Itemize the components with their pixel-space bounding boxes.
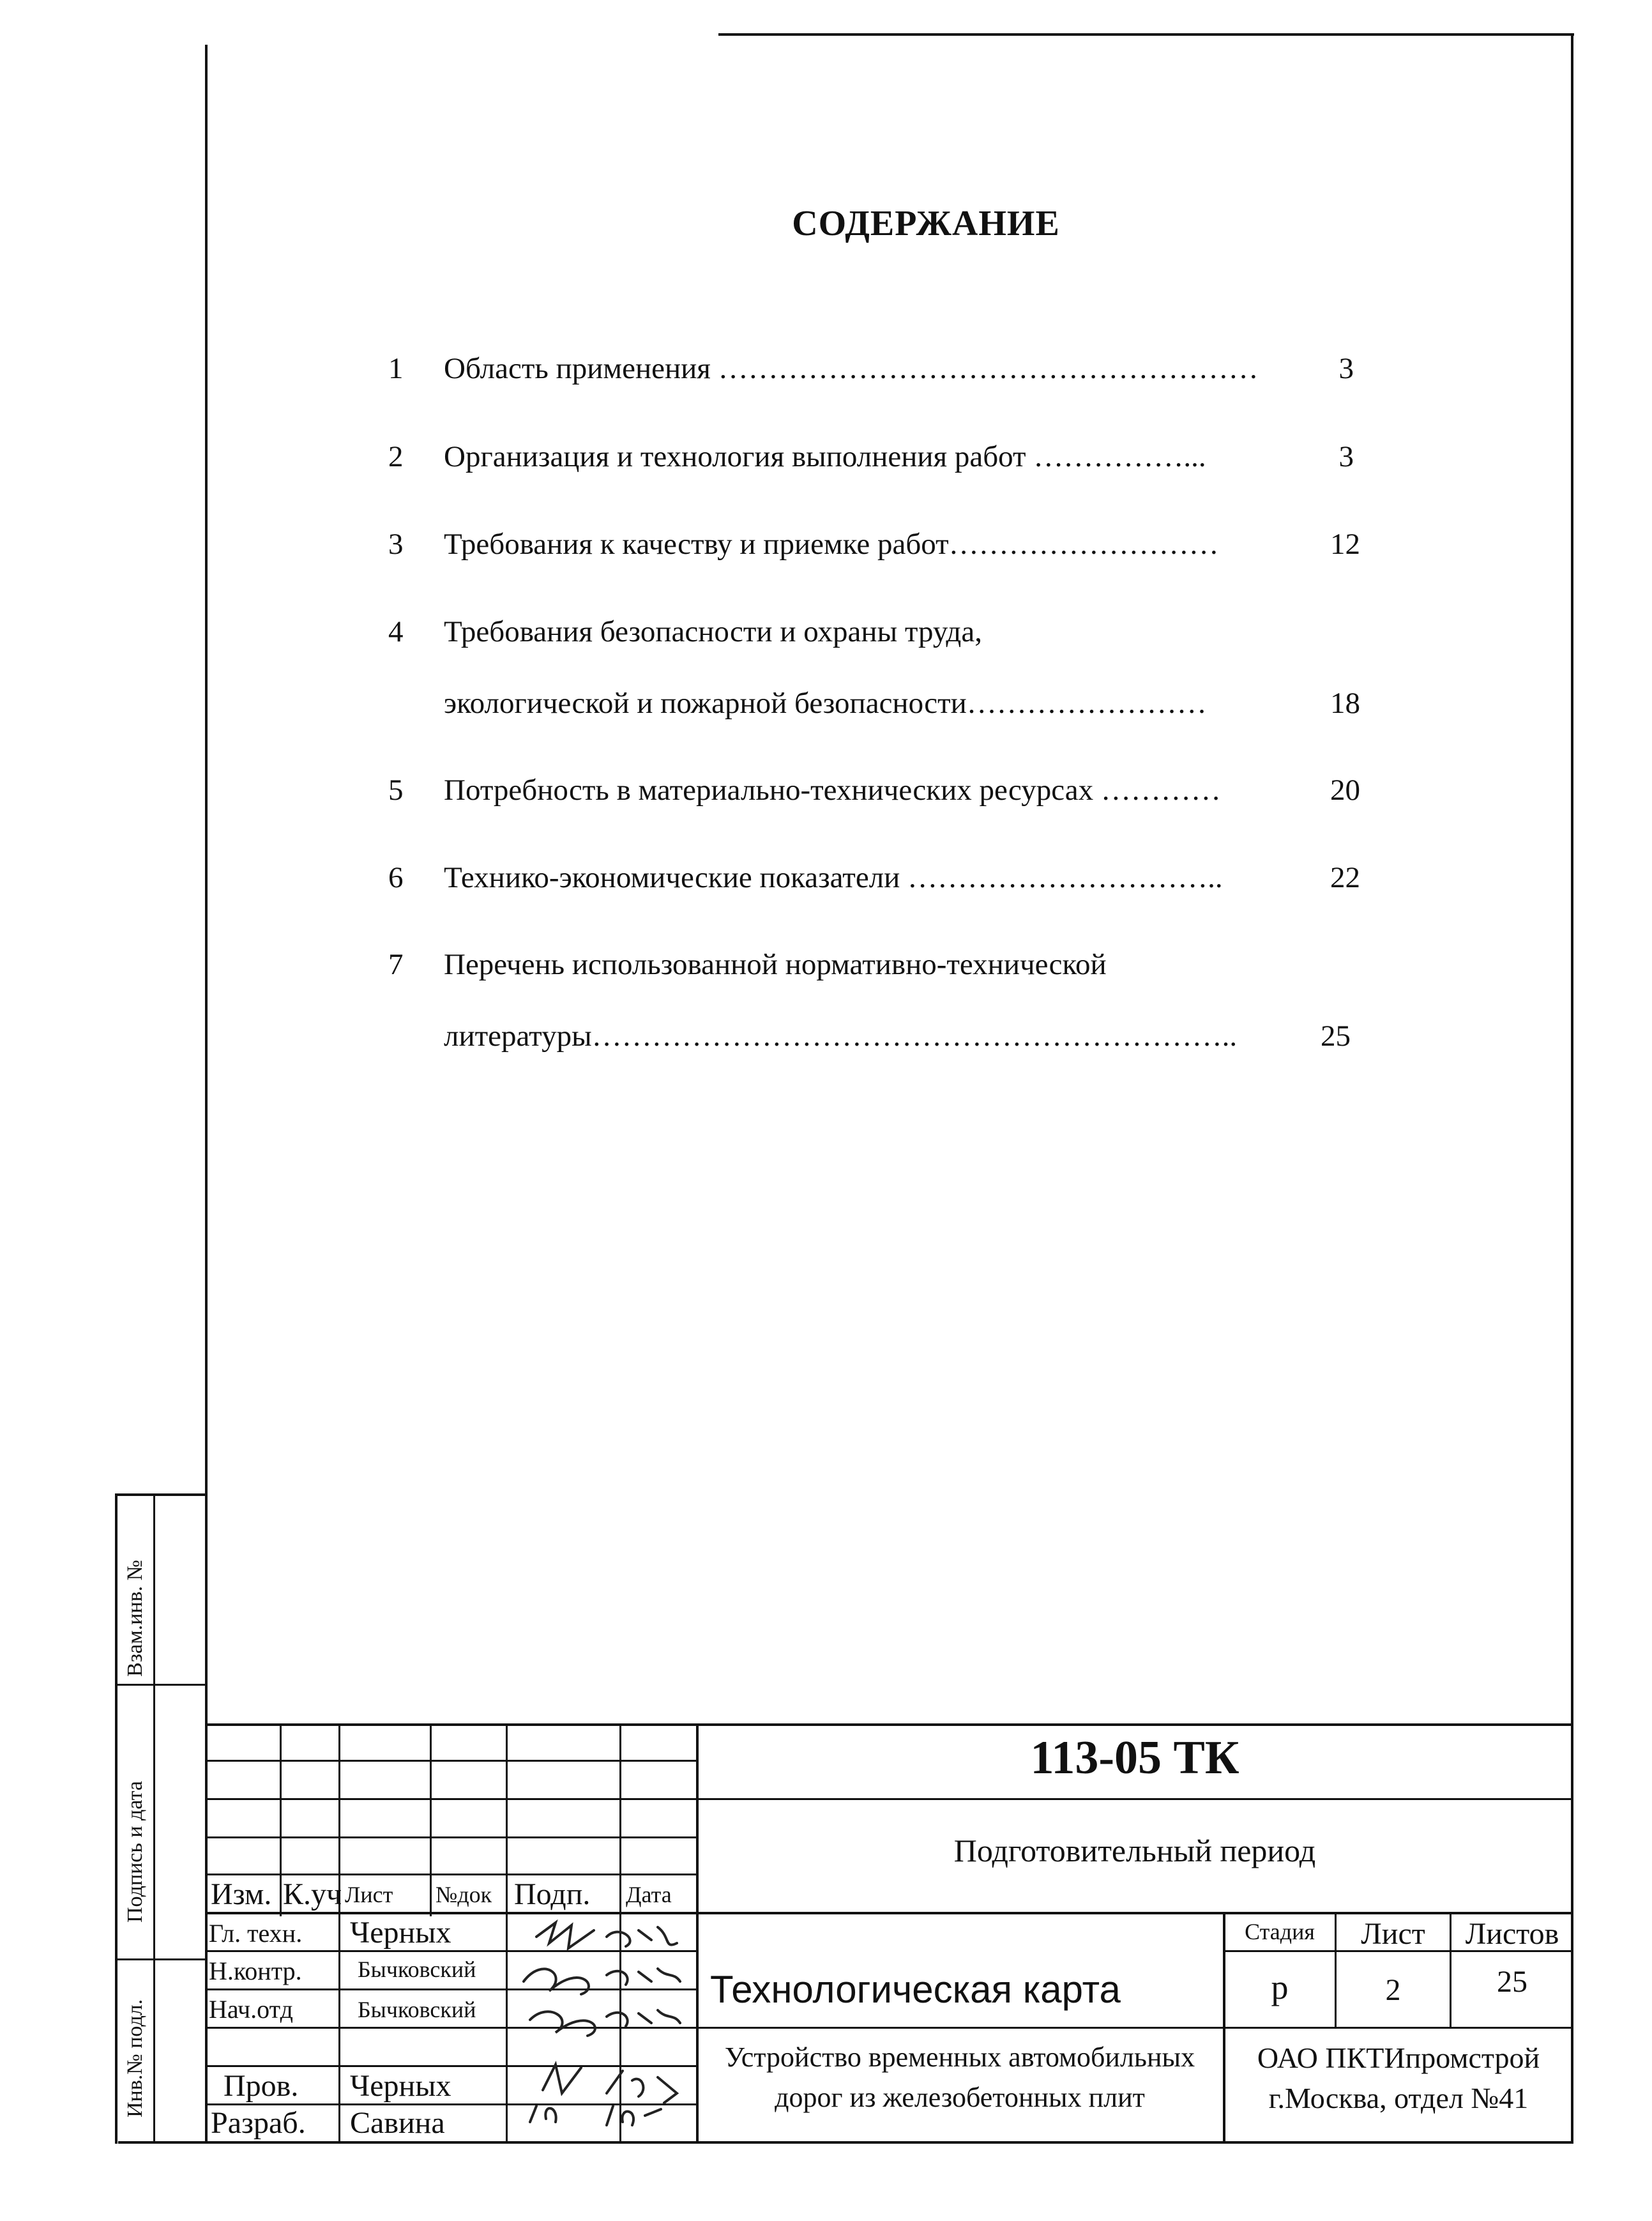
toc-entry-page: 25 (1321, 1019, 1351, 1053)
role-checker: Пров. (224, 2069, 299, 2103)
role-chief-technologist: Гл. техн. (209, 1919, 303, 1948)
toc-entry-page: 3 (1338, 440, 1354, 473)
stage-value: р (1271, 1968, 1289, 2006)
handwritten-signatures (511, 1911, 702, 2141)
document-code: 113-05 ТК (1030, 1732, 1239, 1784)
name-developer: Савина (350, 2106, 445, 2140)
grid-line (696, 1798, 1573, 1800)
name-chief-technologist: Черных (350, 1916, 451, 1950)
toc-entry-page: 18 (1330, 687, 1360, 720)
toc-entry-title: Организация и технология выполнения работ ……………... (444, 440, 1206, 473)
original-inventory-label: Инв.№ подл. (123, 1999, 147, 2118)
sheet-label: Лист (1361, 1917, 1425, 1951)
grid-line (506, 1725, 508, 2141)
toc-entry-title: Технико-экономические показатели ………………………….. (444, 861, 1223, 894)
grid-line (338, 1725, 340, 2141)
toc-entry-title: Перечень использованной нормативно-технической (444, 948, 1107, 981)
grid-line (280, 1725, 282, 1916)
side-stamp-left-border (115, 1495, 117, 2144)
frame-bottom-border (118, 2141, 1573, 2144)
toc-entry-page: 3 (1338, 352, 1354, 385)
side-stamp-row-divider (115, 1684, 208, 1686)
header-count: К.уч (283, 1877, 342, 1911)
header-date: Дата (626, 1882, 672, 1907)
side-stamp-row-divider (115, 1958, 208, 1960)
description-line-1: Устройство временных автомобильных (724, 2042, 1195, 2073)
title-block-top-border (206, 1723, 1573, 1726)
signature-date-label: Подпись и дата (123, 1781, 147, 1923)
toc-entry-number: 6 (388, 861, 404, 894)
frame-right-border (1571, 33, 1573, 2143)
sheets-label: Листов (1465, 1917, 1559, 1951)
toc-entry-number: 5 (388, 774, 404, 807)
replacement-inventory-label: Взам.инв. № (123, 1559, 147, 1677)
role-norm-control: Н.контр. (209, 1957, 302, 1985)
stage-label: Стадия (1245, 1919, 1315, 1944)
grid-line (206, 2027, 1573, 2029)
toc-entry-number: 3 (388, 528, 404, 561)
description-line-2: дорог из железобетонных плит (775, 2082, 1145, 2113)
document-period: Подготовительный период (953, 1833, 1316, 1868)
toc-entry-number: 7 (388, 948, 404, 981)
toc-entry-title: Область применения ……………………………………………… (444, 352, 1259, 385)
sheet-value: 2 (1385, 1973, 1401, 2007)
frame-left-border (205, 45, 208, 2143)
name-department-head: Бычковский (358, 1997, 476, 2022)
page-title: СОДЕРЖАНИЕ (792, 204, 1060, 243)
toc-entry-page: 12 (1330, 528, 1360, 561)
toc-entry-title: Потребность в материально-технических ресурсах ………… (444, 774, 1221, 807)
toc-entry-page: 20 (1330, 774, 1360, 807)
toc-entry-title-continued: экологической и пожарной безопасности…………………… (444, 687, 1207, 720)
toc-entry-number: 1 (388, 352, 404, 385)
toc-entry-number: 2 (388, 440, 404, 473)
role-department-head: Нач.отд (209, 1995, 293, 2024)
toc-entry-title: Требования к качеству и приемке работ……………………… (444, 528, 1219, 561)
header-doc-number: №док (436, 1882, 492, 1907)
grid-line (430, 1725, 432, 1916)
sheets-value: 25 (1497, 1965, 1527, 1999)
organization-name: ОАО ПКТИпромстрой (1257, 2042, 1540, 2074)
grid-line (206, 1912, 1573, 1914)
toc-entry-title: Требования безопасности и охраны труда, (444, 615, 982, 648)
side-stamp-top-border (115, 1493, 208, 1496)
role-developer: Разраб. (211, 2106, 306, 2140)
name-checker: Черных (350, 2069, 451, 2103)
header-signature: Подп. (514, 1877, 591, 1911)
name-norm-control: Бычковский (358, 1957, 476, 1982)
side-stamp-divider (153, 1495, 155, 2144)
document-type: Технологическая карта (710, 1968, 1121, 2011)
header-change: Изм. (211, 1877, 272, 1911)
toc-entry-number: 4 (388, 615, 404, 648)
frame-top-border (718, 33, 1574, 36)
toc-entry-page: 22 (1330, 861, 1360, 894)
header-sheet: Лист (345, 1882, 393, 1907)
organization-location: г.Москва, отдел №41 (1268, 2082, 1529, 2114)
toc-entry-title-continued: литературы……………………………………………………….. (444, 1019, 1238, 1053)
